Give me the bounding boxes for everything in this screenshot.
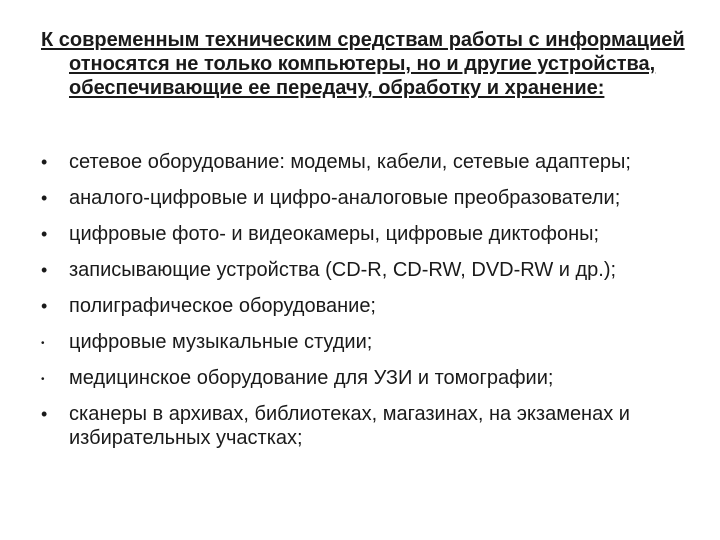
- bullet-text: аналого-цифровые и цифро-аналоговые преобразователи;: [69, 187, 621, 209]
- bullet-icon: •: [41, 296, 48, 316]
- bullet-icon: •: [41, 404, 48, 424]
- bullet-item-printing: [41, 294, 681, 318]
- slide-heading: К современным техническим средствам работы с информацией относятся не только компьютеры, но и другие устройства, обеспечивающие ее передачу, обработку и хранение:: [41, 29, 685, 99]
- bullet-item-scanners: [41, 402, 681, 450]
- bullet-icon: •: [41, 260, 48, 280]
- bullet-text: полиграфическое оборудование;: [69, 295, 376, 317]
- bullet-item-medical: [41, 366, 681, 390]
- bullet-item-cameras: [41, 222, 681, 246]
- bullet-text: записывающие устройства (CD-R, CD-RW, DVD-RW и др.);: [69, 259, 617, 281]
- bullet-list: [41, 150, 681, 462]
- bullet-item-music-studios: [41, 330, 681, 354]
- bullet-text: цифровые музыкальные студии;: [69, 331, 373, 353]
- bullet-text: сканеры в архивах, библиотеках, магазинах, на экзаменах и избирательных участках;: [69, 403, 630, 449]
- bullet-text: сетевое оборудование: модемы, кабели, сетевые адаптеры;: [69, 151, 631, 173]
- bullet-item-converters: [41, 186, 681, 210]
- bullet-icon: •: [41, 188, 48, 208]
- bullet-item-recorders: [41, 258, 681, 282]
- bullet-icon: •: [41, 374, 45, 385]
- bullet-item-network: [41, 150, 681, 174]
- bullet-icon: •: [41, 338, 45, 349]
- bullet-icon: •: [41, 224, 48, 244]
- bullet-icon: •: [41, 152, 48, 172]
- bullet-text: цифровые фото- и видеокамеры, цифровые диктофоны;: [69, 223, 600, 245]
- bullet-text: медицинское оборудование для УЗИ и томографии;: [69, 367, 554, 389]
